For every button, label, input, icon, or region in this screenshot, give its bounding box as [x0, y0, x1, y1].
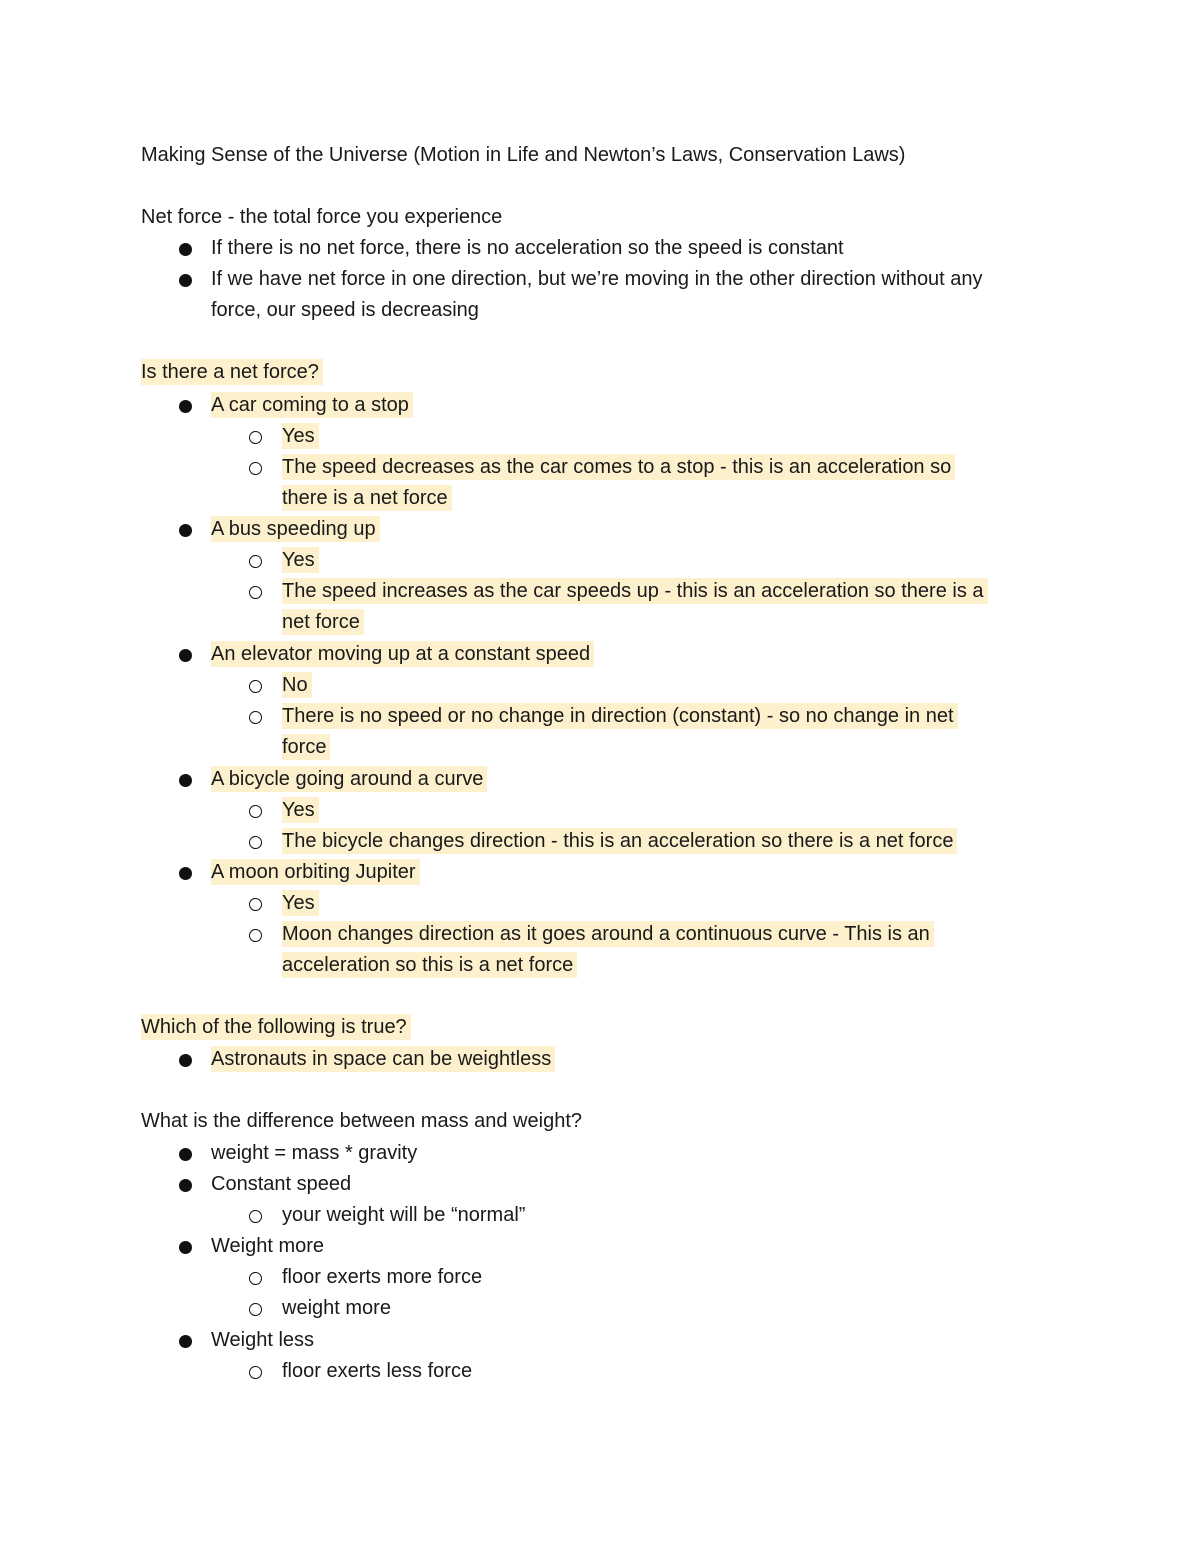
weight-more-sub-1: floor exerts more force — [282, 1266, 483, 1288]
moon-explanation-text-1: Moon changes direction as it goes around a continuous curve - This is an — [282, 921, 934, 947]
circle-bullet-icon — [249, 431, 262, 444]
mass-weight-question: What is the difference between mass and weight? — [141, 1110, 582, 1132]
car-answer — [282, 424, 319, 448]
bullet-icon — [179, 243, 192, 256]
weight-less-item: Weight less — [211, 1329, 315, 1351]
circle-bullet-icon — [249, 586, 262, 599]
bicycle-explanation-line-1 — [282, 829, 957, 853]
elevator-item — [211, 642, 594, 666]
elevator-explanation-line-2 — [282, 735, 330, 759]
bullet-icon — [179, 400, 192, 413]
bullet-icon — [179, 1054, 192, 1067]
circle-bullet-icon — [249, 898, 262, 911]
moon-answer — [282, 891, 319, 915]
circle-bullet-icon — [249, 555, 262, 568]
bicycle-item — [211, 767, 487, 791]
car-answer-text: Yes — [282, 423, 319, 449]
elevator-label: An elevator moving up at a constant speed — [211, 641, 594, 667]
elevator-answer — [282, 673, 312, 697]
elevator-explanation-text-1: There is no speed or no change in direction (constant) - so no change in net — [282, 703, 958, 729]
weight-less-sub-1: floor exerts less force — [282, 1360, 473, 1382]
bicycle-answer — [282, 798, 319, 822]
moon-explanation-text-2: acceleration so this is a net force — [282, 952, 577, 978]
circle-bullet-icon — [249, 929, 262, 942]
bullet-icon — [179, 1241, 192, 1254]
which-true-question — [141, 1015, 411, 1039]
circle-bullet-icon — [249, 711, 262, 724]
bus-explanation-line-2 — [282, 610, 364, 634]
circle-bullet-icon — [249, 462, 262, 475]
circle-bullet-icon — [249, 1303, 262, 1316]
net-force-bullet-2-line-1: If we have net force in one direction, but we’re moving in the other direction without any — [211, 268, 983, 290]
constant-speed-item: Constant speed — [211, 1173, 352, 1195]
weight-formula: weight = mass * gravity — [211, 1142, 418, 1164]
net-force-question-text: Is there a net force? — [141, 359, 323, 385]
document-title: Making Sense of the Universe (Motion in Life and Newton’s Laws, Conservation Laws) — [141, 144, 906, 166]
bus-explanation-text-2: net force — [282, 609, 364, 635]
moon-explanation-line-1 — [282, 922, 934, 946]
moon-answer-text: Yes — [282, 890, 319, 916]
car-explanation-line-1 — [282, 455, 955, 479]
bicycle-explanation-text-1: The bicycle changes direction - this is an acceleration so there is a net force — [282, 828, 957, 854]
bus-explanation-text-1: The speed increases as the car speeds up - this is an acceleration so there is a — [282, 578, 988, 604]
circle-bullet-icon — [249, 805, 262, 818]
bicycle-answer-text: Yes — [282, 797, 319, 823]
circle-bullet-icon — [249, 836, 262, 849]
elevator-explanation-line-1 — [282, 704, 958, 728]
car-explanation-text-1: The speed decreases as the car comes to a stop - this is an acceleration so — [282, 454, 955, 480]
car-explanation-text-2: there is a net force — [282, 485, 452, 511]
bullet-icon — [179, 1179, 192, 1192]
bus-label: A bus speeding up — [211, 516, 380, 542]
net-force-question — [141, 360, 323, 384]
net-force-bullet-2-line-2: force, our speed is decreasing — [211, 299, 479, 321]
circle-bullet-icon — [249, 680, 262, 693]
elevator-answer-text: No — [282, 672, 312, 698]
car-explanation-line-2 — [282, 486, 452, 510]
moon-label: A moon orbiting Jupiter — [211, 859, 420, 885]
elevator-explanation-text-2: force — [282, 734, 330, 760]
moon-item — [211, 860, 420, 884]
bullet-icon — [179, 274, 192, 287]
circle-bullet-icon — [249, 1210, 262, 1223]
which-true-answer-text: Astronauts in space can be weightless — [211, 1046, 555, 1072]
which-true-question-text: Which of the following is true? — [141, 1014, 411, 1040]
bullet-icon — [179, 867, 192, 880]
bullet-icon — [179, 649, 192, 662]
car-label: A car coming to a stop — [211, 392, 413, 418]
bicycle-label: A bicycle going around a curve — [211, 766, 487, 792]
moon-explanation-line-2 — [282, 953, 577, 977]
net-force-bullet-1: If there is no net force, there is no acceleration so the speed is constant — [211, 237, 844, 259]
weight-more-sub-2: weight more — [282, 1297, 391, 1319]
net-force-heading: Net force - the total force you experience — [141, 206, 503, 228]
bullet-icon — [179, 1148, 192, 1161]
constant-speed-sub: your weight will be “normal” — [282, 1204, 526, 1226]
car-item — [211, 393, 413, 417]
bullet-icon — [179, 524, 192, 537]
bus-explanation-line-1 — [282, 579, 988, 603]
circle-bullet-icon — [249, 1272, 262, 1285]
bus-answer — [282, 548, 319, 572]
bus-item — [211, 517, 380, 541]
bullet-icon — [179, 1335, 192, 1348]
weight-more-item: Weight more — [211, 1235, 325, 1257]
circle-bullet-icon — [249, 1366, 262, 1379]
which-true-answer — [211, 1047, 555, 1071]
bullet-icon — [179, 774, 192, 787]
bus-answer-text: Yes — [282, 547, 319, 573]
